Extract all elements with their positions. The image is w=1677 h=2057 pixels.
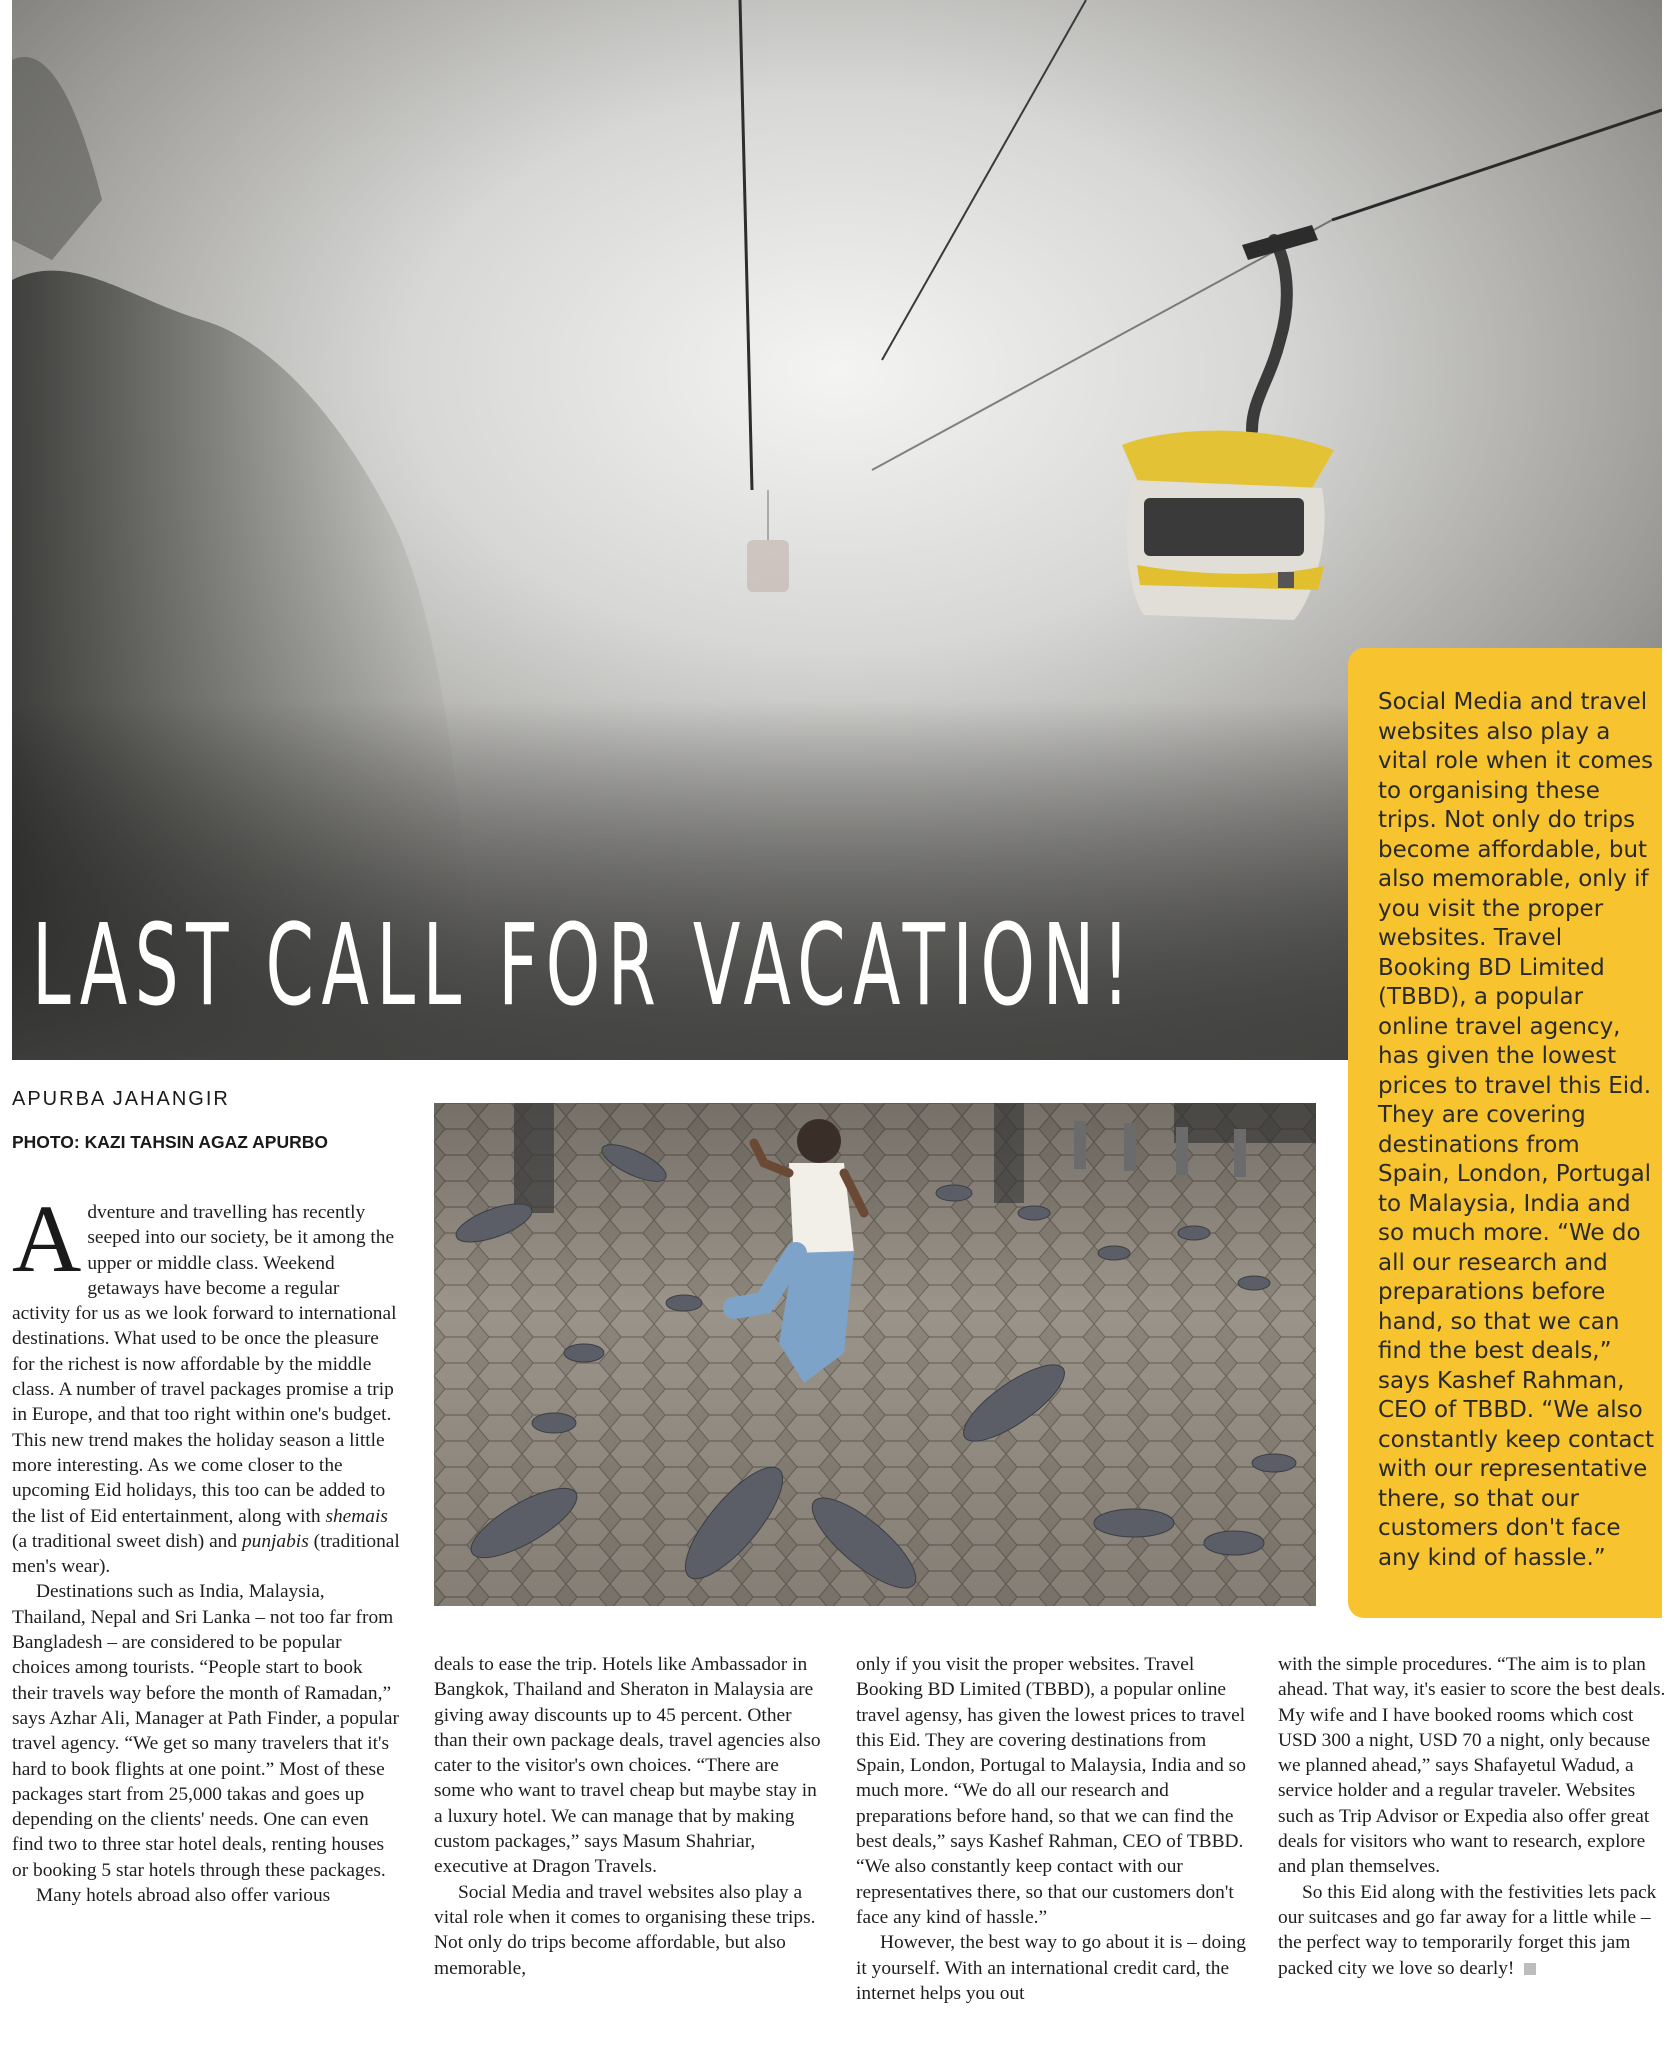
photo-boy-with-pigeons xyxy=(434,1103,1316,1606)
closing-text: So this Eid along with the festivities lets pack our suitcases and go far away for a little while – the perfect way to temporarily forget this jam packed city we love so dearly! xyxy=(1278,1881,1657,1979)
pullquote-box xyxy=(1348,648,1662,1618)
photo-credit: PHOTO: KAZI TAHSIN AGAZ APURBO xyxy=(12,1132,328,1152)
pullquote-text: Social Media and travel websites also play a vital role when it comes to organising these trips. Not only do trips become affordable, but also memorable, only if you visit the proper websites. Travel Booking BD Limited (TBBD), a popular online travel agency, has given the lowest prices to travel this Eid. They are covering destinations from Spain, London, Portugal to Malaysia, India and so much more. “We do all our research and preparations before hand, so that we can find the best deals,” says Kashef Rahman, CEO of TBBD. “We also constantly keep contact with our representative there, so that our customers don't face any kind of hassle.” xyxy=(1378,689,1655,1571)
lead-paragraph xyxy=(12,1185,402,1579)
article-column-2 xyxy=(434,1652,824,1981)
article-headline: LAST CALL FOR VACATION! xyxy=(32,901,1138,1031)
body-paragraph: Social Media and travel websites also play a vital role when it comes to organising these trips. Not only do trips become affordable, but also memorable, xyxy=(434,1881,816,1979)
lead-text-mid: (a traditional sweet dish) and xyxy=(12,1530,238,1552)
body-paragraph: deals to ease the trip. Hotels like Ambassador in Bangkok, Thailand and Sheraton in Malaysia are giving away discounts up to 45 percent. Other than their own package deals, travel agencies also cater to the visitor's own choices. “There are some who want to travel cheap but maybe stay in a luxury hotel. We can manage that by making custom packages,” says Masum Shahriar, executive at Dragon Travels. xyxy=(434,1654,821,1878)
drop-cap: A xyxy=(12,1185,82,1292)
italic-term: punjabis xyxy=(241,1530,309,1552)
end-of-article-mark xyxy=(1524,1963,1536,1975)
body-paragraph: However, the best way to go about it is – doing it yourself. With an international credit card, the internet helps you out xyxy=(856,1932,1246,2004)
body-paragraph: Destinations such as India, Malaysia, Thailand, Nepal and Sri Lanka – not too far from Bangladesh – are considered to be popular choices among tourists. “People start to book their travels way before the month of Ramadan,” says Azhar Ali, Manager at Path Finder, a popular travel agency. “We get so many travelers that it's hard to book flights at one point.” Most of these packages start from 25,000 takas and goes up depending on the clients' needs. One can even find two to three star hotel deals, renting houses or booking 5 star hotels through these packages. xyxy=(12,1581,399,1881)
lead-text-end: (traditional men's wear). xyxy=(12,1530,400,1578)
italic-term: shemais xyxy=(325,1505,388,1527)
article-column-4 xyxy=(1278,1652,1668,1981)
lead-text: dventure and travelling has recently seeped into our society, be it among the upper or middle class. Weekend getaways have become a regular activity for us as we look forward to international destinations. What used to be once the pleasure for the richest is now affordable by the middle class. A number of travel packages promise a trip in Europe, and that too right within one's budget. This new trend makes the holiday season a little more interesting. As we come closer to the upcoming Eid holidays, this too can be added to the list of Eid entertainment, along with xyxy=(12,1202,397,1527)
body-paragraph: Many hotels abroad also offer various xyxy=(36,1885,331,1907)
closing-paragraph xyxy=(1278,1880,1668,1981)
article-column-3 xyxy=(856,1652,1246,2006)
byline: APURBA JAHANGIR xyxy=(12,1088,230,1110)
body-paragraph: only if you visit the proper websites. Travel Booking BD Limited (TBBD), a popular online travel agensy, has given the lowest prices to travel this Eid. They are covering destinations from Spain, London, Portugal to Malaysia, India and so much more. “We do all our research and preparations before hand, so that we can find the best deals,” says Kashef Rahman, CEO of TBBD. “We also constantly keep contact with our representatives there, so that our customers don't face any kind of hassle.” xyxy=(856,1654,1246,1928)
pigeons-illustration xyxy=(434,1103,1316,1606)
article-column-1 xyxy=(12,1185,402,1908)
body-paragraph: with the simple procedures. “The aim is to plan ahead. That way, it's easier to score the best deals. My wife and I have booked rooms which cost USD 300 a night, USD 70 a night, only because we planned ahead,” says Shafayetul Wadud, a service holder and a regular traveler. Websites such as Trip Advisor or Expedia also offer great deals for visitors who want to research, explore and plan themselves. xyxy=(1278,1654,1666,1878)
